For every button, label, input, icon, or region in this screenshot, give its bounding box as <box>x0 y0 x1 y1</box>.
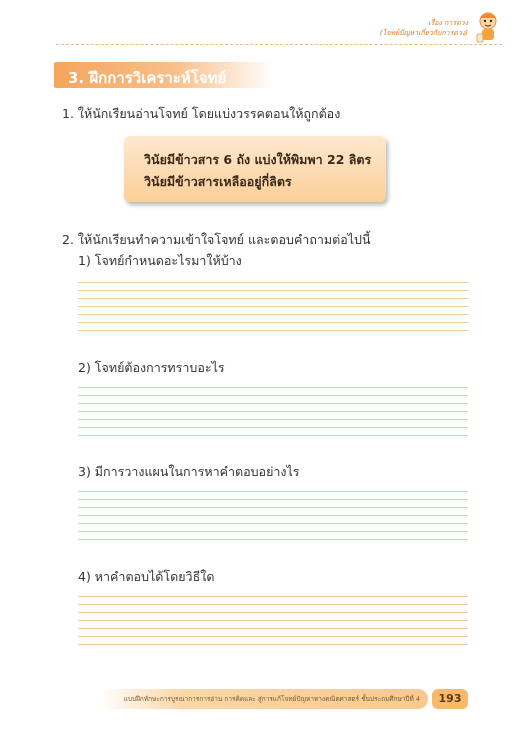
answer-line <box>78 644 468 645</box>
answer-line <box>78 435 468 436</box>
answer-line <box>78 298 468 299</box>
answer-line <box>78 290 468 291</box>
mascot-icon <box>474 10 502 46</box>
answer-line <box>78 427 468 428</box>
answer-line <box>78 499 468 500</box>
problem-line-1: วินัยมีข้าวสาร 6 ถัง แบ่งให้พิมพา 22 ลิตร <box>144 152 372 167</box>
answer-line <box>78 515 468 516</box>
answer-line <box>78 314 468 315</box>
answer-line <box>78 596 468 597</box>
answer-lines-1[interactable] <box>78 282 468 332</box>
section-title: 3. ฝึกการวิเคราะห์โจทย์ <box>68 69 227 87</box>
header-subtopic-line: (โจทย์ปัญหาเกี่ยวกับการตวง) <box>379 29 468 37</box>
answer-lines-2[interactable] <box>78 387 468 437</box>
section-banner <box>54 62 274 88</box>
page-number: 193 <box>432 689 468 709</box>
answer-line <box>78 628 468 629</box>
answer-lines-3[interactable] <box>78 491 468 541</box>
answer-line <box>78 620 468 621</box>
answer-line <box>78 507 468 508</box>
footer-book-title-bar <box>100 689 428 709</box>
answer-line <box>78 395 468 396</box>
footer-book-title: แบบฝึกทักษะการบูรณาการการอ่าน การคิดและ สู่การแก้โจทย์ปัญหาทางคณิตศาสตร์ ชั้นประถมศึกษาปีที่ 4 <box>123 695 420 703</box>
answer-line <box>78 636 468 637</box>
answer-line <box>78 523 468 524</box>
header-divider <box>56 44 502 45</box>
answer-line <box>78 491 468 492</box>
subquestion-3: 3) มีการวางแผนในการหาคำตอบอย่างไร <box>78 464 300 479</box>
header-topic <box>380 18 468 38</box>
subquestion-2: 2) โจทย์ต้องการทราบอะไร <box>78 360 225 375</box>
problem-box <box>124 136 386 202</box>
subquestion-4: 4) หาคำตอบได้โดยวิธีใด <box>78 569 215 584</box>
answer-line <box>78 306 468 307</box>
answer-line <box>78 531 468 532</box>
header-topic-line: เรื่อง การตวง <box>428 19 468 27</box>
answer-line <box>78 411 468 412</box>
answer-line <box>78 539 468 540</box>
answer-lines-4[interactable] <box>78 596 468 646</box>
answer-line <box>78 322 468 323</box>
answer-line <box>78 612 468 613</box>
answer-line <box>78 387 468 388</box>
answer-line <box>78 403 468 404</box>
question-2: 2. ให้นักเรียนทำความเข้าใจโจทย์ และตอบคำถามต่อไปนี้ <box>62 232 371 247</box>
answer-line <box>78 419 468 420</box>
question-1: 1. ให้นักเรียนอ่านโจทย์ โดยแบ่งวรรคตอนให้ถูกต้อง <box>62 106 341 121</box>
answer-line <box>78 330 468 331</box>
answer-line <box>78 282 468 283</box>
subquestion-1: 1) โจทย์กำหนดอะไรมาให้บ้าง <box>78 253 242 268</box>
problem-line-2: วินัยมีข้าวสารเหลืออยู่กี่ลิตร <box>144 174 292 189</box>
answer-line <box>78 604 468 605</box>
